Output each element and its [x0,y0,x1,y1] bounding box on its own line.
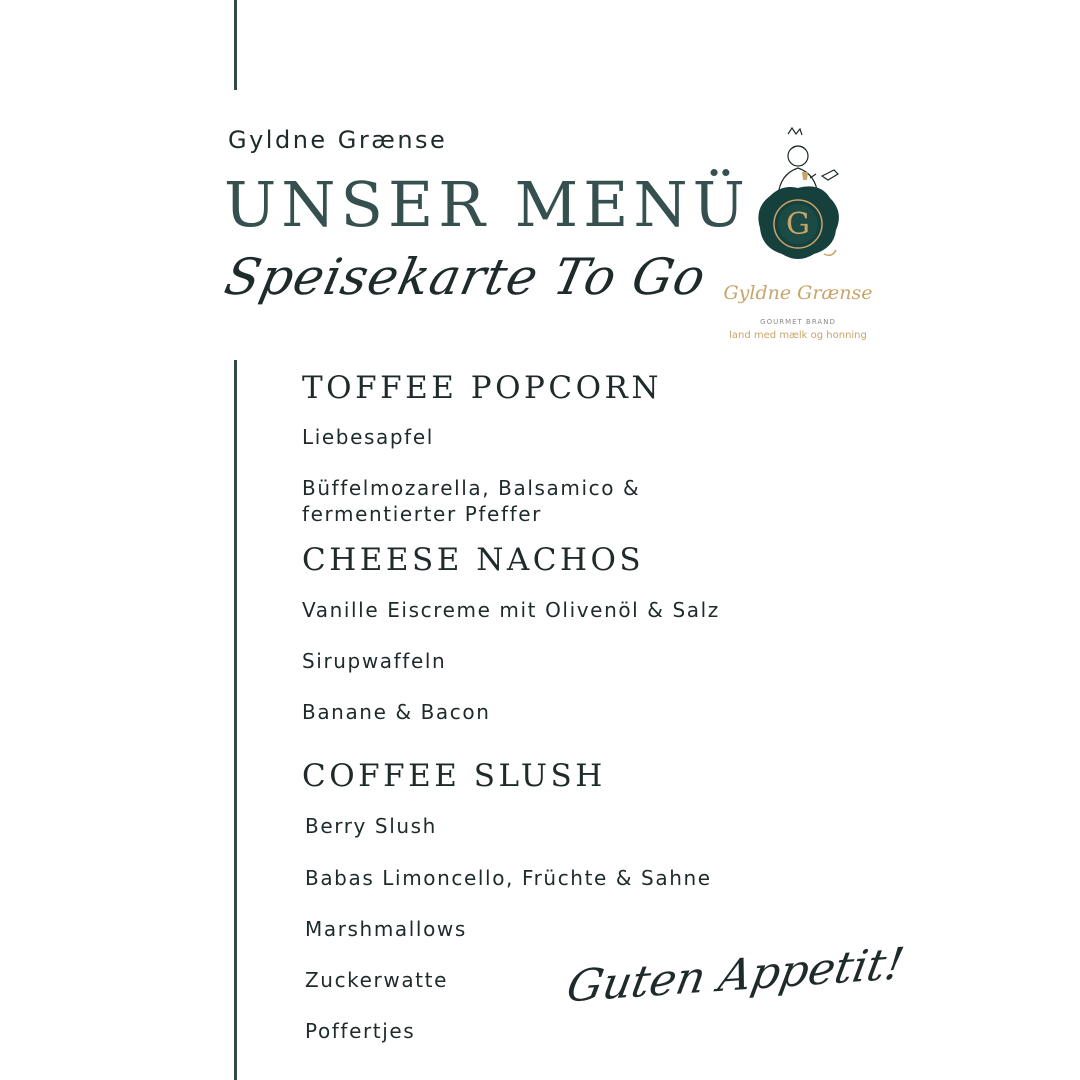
menu-item: Babas Limoncello, Früchte & Sahne [305,866,712,890]
menu-item: Banane & Bacon [302,700,491,724]
menu-item: Büffelmozarella, Balsamico & fermentierter Pfeffer [302,476,641,526]
signoff-text: Guten Appetit! [562,938,908,1013]
menu-item: Liebesapfel [302,425,434,449]
brand-logo [706,126,890,350]
menu-item: Sirupwaffeln [302,649,447,673]
page-subtitle: Speisekarte To Go [219,248,712,306]
menu-item: Marshmallows [305,917,467,941]
logo-name: Gyldne Grænse [723,282,873,304]
logo-monogram: G [786,207,810,242]
divider-line-top [234,0,237,90]
divider-line-menu [234,360,237,1080]
menu-item: Berry Slush [305,814,437,838]
menu-item: Vanille Eiscreme mit Olivenöl & Salz [302,598,720,622]
page-title: UNSER MENÜ [224,168,750,241]
section-title-toffee-popcorn: TOFFEE POPCORN [302,370,662,406]
logo-tagline-secondary: land med mælk og honning [729,330,867,341]
section-title-cheese-nachos: CHEESE NACHOS [302,542,645,578]
brand-name: Gyldne Grænse [228,126,448,154]
logo-tagline: GOURMET BRAND [760,318,836,326]
menu-item: Zuckerwatte [305,968,448,992]
wax-seal-icon [706,126,890,286]
section-title-coffee-slush: COFFEE SLUSH [302,758,606,794]
menu-item: Poffertjes [305,1019,416,1043]
